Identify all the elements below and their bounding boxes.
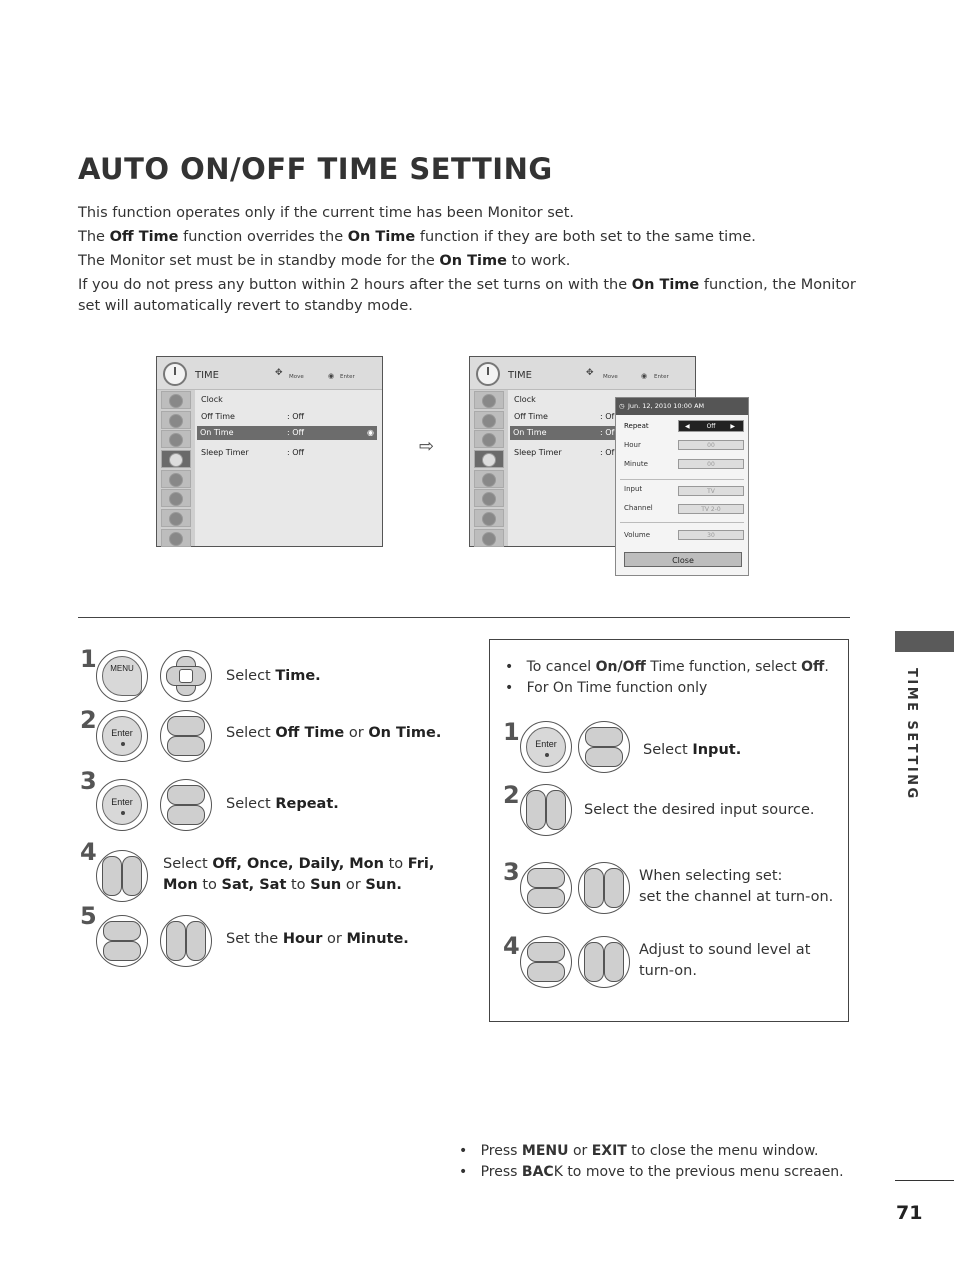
enter-icon: ◉	[641, 372, 648, 380]
step-number: 4	[503, 932, 520, 960]
intro-text: function if they are both set to the same time.	[415, 229, 756, 245]
input-field[interactable]: TV	[678, 486, 744, 496]
clock-icon: ◷	[619, 402, 625, 410]
step-number: 2	[80, 706, 97, 734]
step-2-text: Select Off Time or On Time.	[226, 725, 442, 741]
menu-item-clock[interactable]: Clock	[514, 395, 536, 404]
up-down-button-icon[interactable]	[578, 721, 630, 773]
step-4-text-line-2: Mon to Sat, Sat to Sun or Sun.	[163, 877, 402, 893]
note-bullet-1: • To cancel On/Off Time function, select Off.	[505, 659, 829, 675]
intro-line-4	[78, 275, 858, 317]
intro-text: function, the Monitor set will automatically revert to standby mode.	[78, 277, 856, 314]
step-3-text: Select Repeat.	[226, 796, 339, 812]
menu-item-clock[interactable]: Clock	[201, 395, 223, 404]
time-icon[interactable]	[474, 450, 504, 468]
option-icon[interactable]	[161, 470, 191, 488]
minute-label: Minute	[624, 460, 648, 468]
screen-header	[470, 357, 695, 390]
move-icon: ✥	[275, 368, 283, 378]
step-number: 3	[80, 767, 97, 795]
step-number: 4	[80, 838, 97, 866]
note-step-2-text: Select the desired input source.	[584, 802, 815, 818]
hour-field[interactable]: 00	[678, 440, 744, 450]
option-icon[interactable]	[474, 470, 504, 488]
repeat-selector[interactable]: ◀ Off ▶	[678, 420, 744, 432]
section-tab	[895, 631, 954, 652]
enter-icon: ◉	[367, 428, 374, 437]
footer-note-2: • Press BACK to move to the previous menu screaen.	[459, 1164, 844, 1180]
note-step-4-line-2: turn-on.	[639, 963, 697, 979]
page-number: 71	[896, 1202, 923, 1224]
note-step-1-text: Select Input.	[643, 742, 742, 758]
arrow-right-icon: ⇨	[419, 436, 435, 457]
input-icon[interactable]	[161, 529, 191, 547]
left-right-button-icon[interactable]	[160, 915, 212, 967]
arrow-left-icon[interactable]: ◀	[685, 423, 690, 430]
enter-button[interactable]: Enter	[96, 779, 148, 831]
enter-button[interactable]: Enter	[96, 710, 148, 762]
section-label: TIME SETTING	[904, 668, 919, 801]
picture-icon[interactable]	[474, 391, 504, 409]
left-right-button-icon[interactable]	[520, 784, 572, 836]
up-down-button-icon[interactable]	[96, 915, 148, 967]
step-number: 5	[80, 902, 97, 930]
up-down-button-icon[interactable]	[160, 710, 212, 762]
channel-field[interactable]: TV 2-0	[678, 504, 744, 514]
move-icon: ✥	[586, 368, 594, 378]
intro-text: This function operates only if the current time has been Monitor set.	[78, 205, 574, 221]
step-number: 1	[503, 718, 520, 746]
lock-icon[interactable]	[161, 489, 191, 507]
page-title: AUTO ON/OFF TIME SETTING	[78, 152, 553, 186]
close-button[interactable]: Close	[624, 552, 742, 567]
input-icon[interactable]	[474, 529, 504, 547]
setup-icon[interactable]	[474, 430, 504, 448]
category-sidebar	[470, 390, 508, 546]
step-5-text: Set the Hour or Minute.	[226, 931, 409, 947]
up-down-button-icon[interactable]	[520, 862, 572, 914]
menu-item-off-time[interactable]: Off Time : Of	[514, 412, 615, 421]
intro-bold: On Time	[347, 229, 416, 245]
menu-item-sleep-timer[interactable]: Sleep Timer : Of	[514, 448, 615, 457]
intro-text: to work.	[506, 253, 571, 269]
menu-item-on-time[interactable]: On Time : Off ◉	[197, 426, 377, 440]
divider	[78, 617, 850, 618]
intro-line-2	[78, 227, 858, 248]
on-time-popup	[615, 397, 749, 576]
screen-title: TIME	[195, 370, 220, 381]
intro-bold: Off Time	[109, 229, 179, 245]
clock-icon	[163, 362, 187, 386]
volume-field[interactable]: 30	[678, 530, 744, 540]
enter-hint: Enter	[654, 374, 669, 380]
screen-header	[157, 357, 382, 390]
menu-item-off-time[interactable]: Off Time : Off	[201, 412, 305, 421]
input-label: Input	[624, 485, 643, 493]
enter-icon: ◉	[328, 372, 335, 380]
page-number-rule	[895, 1180, 954, 1181]
intro-text: function overrides the	[178, 229, 348, 245]
move-hint: Move	[603, 374, 618, 380]
step-1-text: Select Time.	[226, 668, 321, 684]
arrow-right-icon[interactable]: ▶	[730, 423, 735, 430]
intro-line-3	[78, 251, 858, 272]
move-hint: Move	[289, 374, 304, 380]
popup-date: ◷ Jun. 12, 2010 10:00 AM	[616, 398, 748, 415]
intro-text: If you do not press any button within 2 hours after the set turns on with the	[78, 277, 632, 293]
up-down-button-icon[interactable]	[160, 779, 212, 831]
repeat-label: Repeat	[624, 422, 649, 430]
intro-bold: On Time	[439, 253, 507, 269]
enter-hint: Enter	[340, 374, 355, 380]
enter-button[interactable]: Enter	[520, 721, 572, 773]
menu-item-on-time[interactable]: On Time : Of	[510, 426, 616, 440]
left-right-button-icon[interactable]	[96, 850, 148, 902]
step-4-text-line-1: Select Off, Once, Daily, Mon to Fri,	[163, 856, 435, 872]
minute-field[interactable]: 00	[678, 459, 744, 469]
note-step-3-line-1: When selecting set:	[639, 868, 783, 884]
menu-screen-1	[156, 356, 383, 547]
audio-icon[interactable]	[474, 411, 504, 429]
category-sidebar	[157, 390, 195, 546]
lock-icon[interactable]	[474, 489, 504, 507]
hour-label: Hour	[624, 441, 641, 449]
intro-text: The	[78, 229, 110, 245]
step-number: 2	[503, 781, 520, 809]
navigation-pad-icon[interactable]	[160, 650, 212, 702]
menu-button[interactable]: MENU	[96, 650, 148, 702]
note-step-4-line-1: Adjust to sound level at	[639, 942, 811, 958]
audio-icon[interactable]	[161, 411, 191, 429]
left-right-button-icon[interactable]	[578, 936, 630, 988]
picture-icon[interactable]	[161, 391, 191, 409]
channel-label: Channel	[624, 504, 653, 512]
usb-icon[interactable]	[161, 509, 191, 527]
clock-icon	[476, 362, 500, 386]
intro-line-1	[78, 203, 858, 224]
step-number: 1	[80, 645, 97, 673]
volume-label: Volume	[624, 531, 651, 539]
usb-icon[interactable]	[474, 509, 504, 527]
menu-item-sleep-timer[interactable]: Sleep Timer : Off	[201, 448, 305, 457]
setup-icon[interactable]	[161, 430, 191, 448]
screen-title: TIME	[508, 370, 533, 381]
time-icon[interactable]	[161, 450, 191, 468]
note-step-3-line-2: set the channel at turn-on.	[639, 889, 834, 905]
note-bullet-2: • For On Time function only	[505, 680, 708, 696]
up-down-button-icon[interactable]	[520, 936, 572, 988]
left-right-button-icon[interactable]	[578, 862, 630, 914]
step-number: 3	[503, 858, 520, 886]
footer-note-1: • Press MENU or EXIT to close the menu window.	[459, 1143, 819, 1159]
intro-bold: On Time	[631, 277, 700, 293]
intro-text: The Monitor set must be in standby mode for the	[78, 253, 440, 269]
